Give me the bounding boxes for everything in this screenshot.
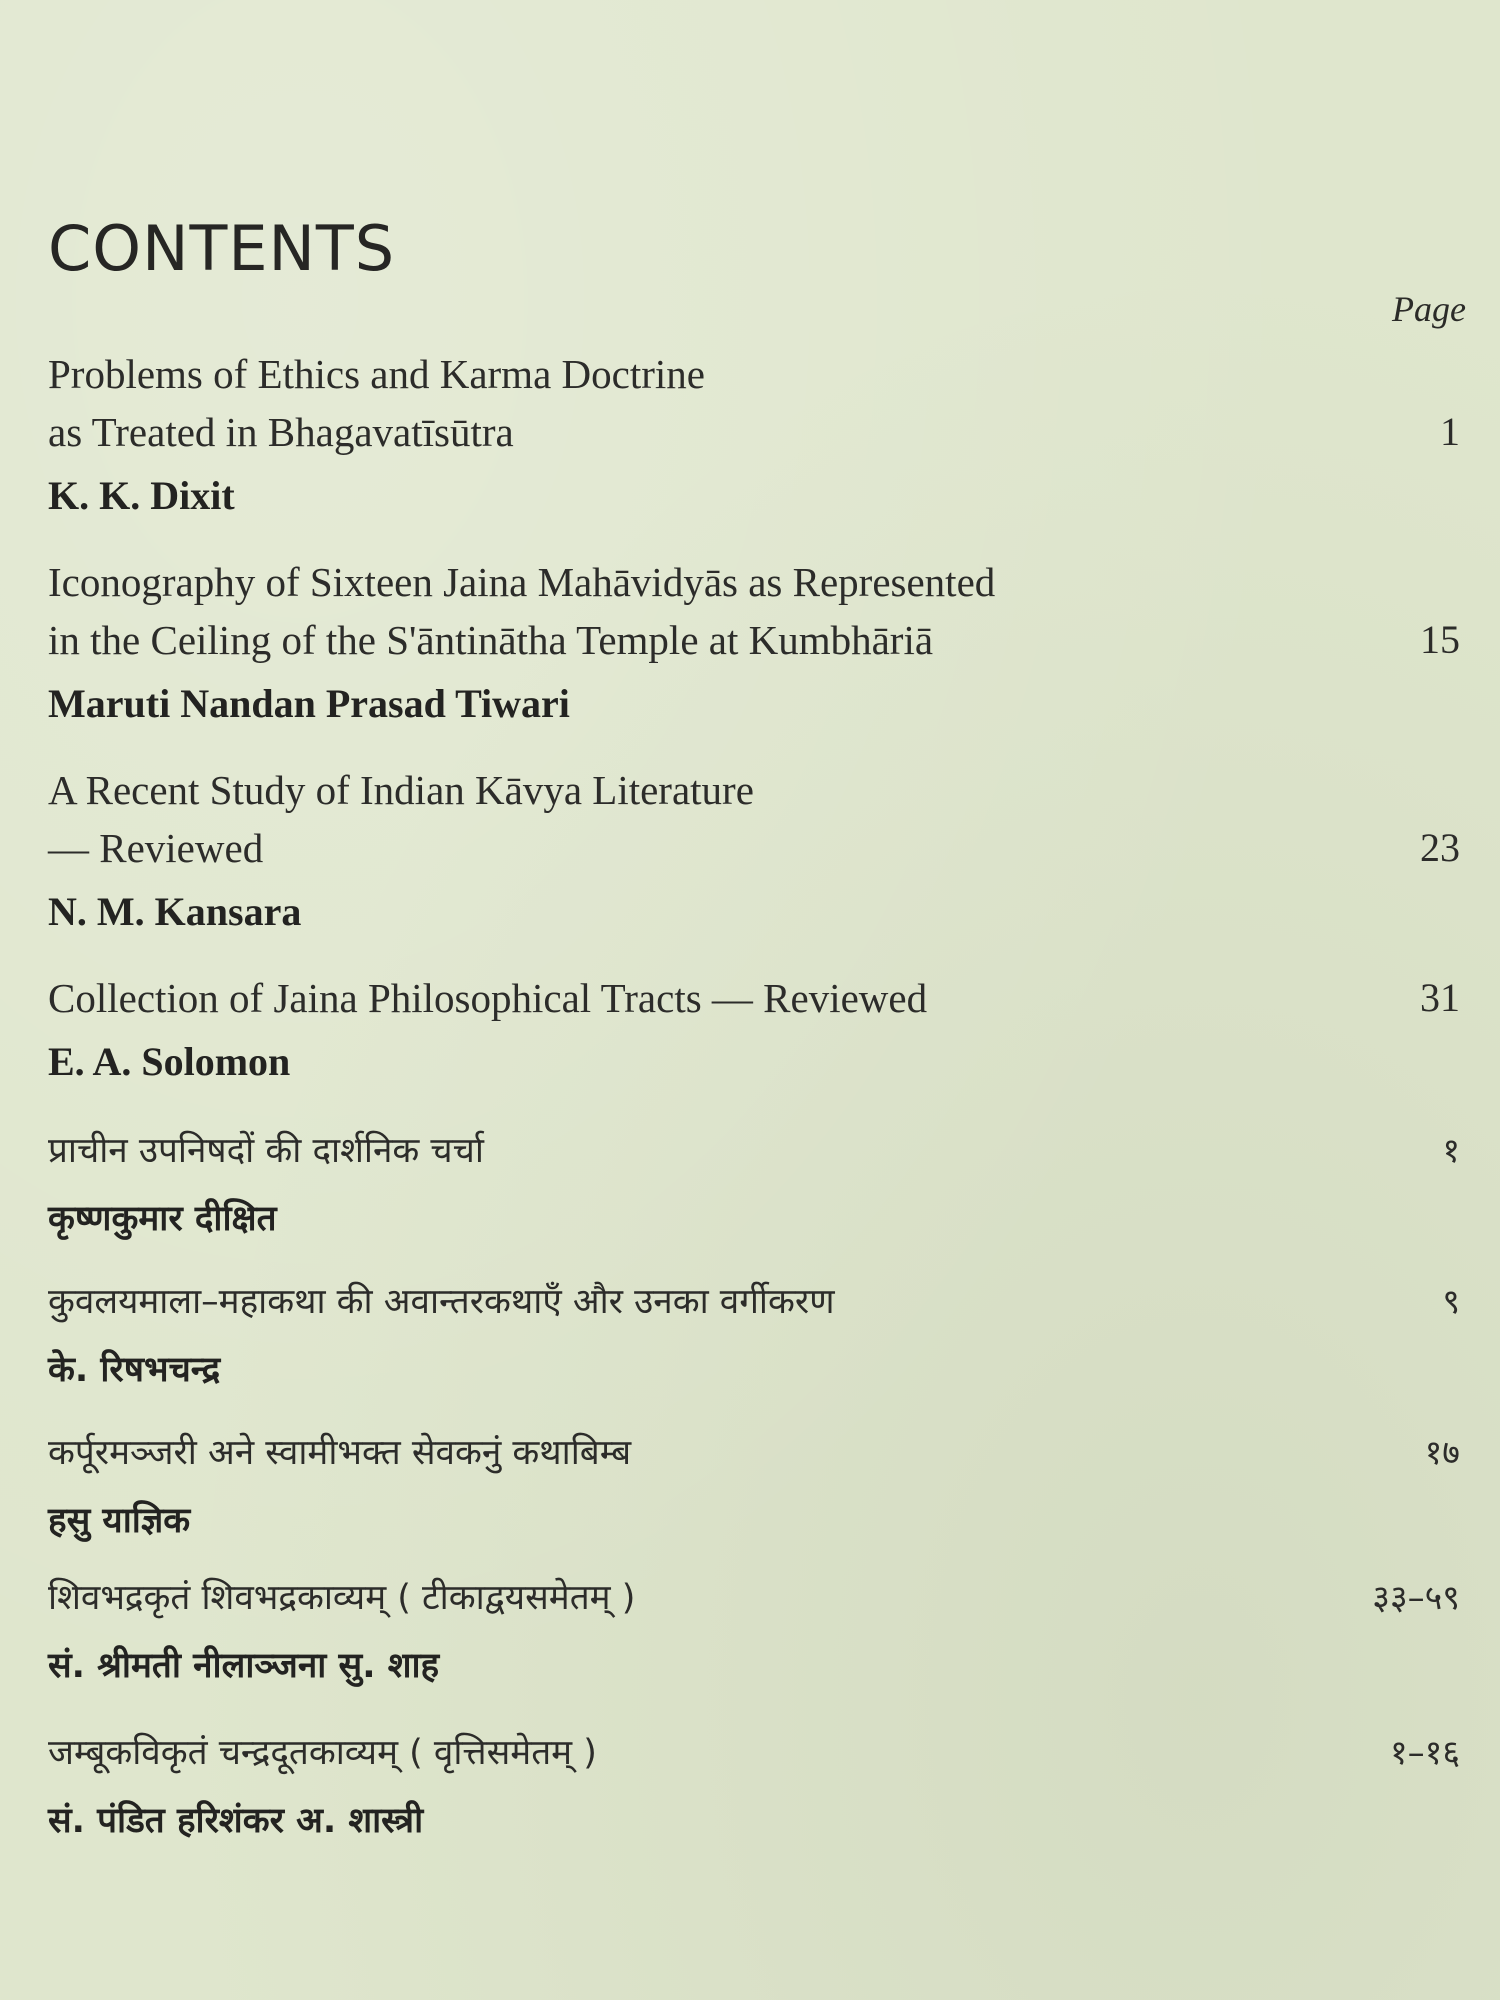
entry-page-number: 31	[1420, 975, 1460, 1020]
toc-entry[interactable]	[48, 553, 1460, 733]
toc-entry[interactable]	[48, 1273, 1460, 1399]
entry-title-line: Collection of Jaina Philosophical Tracts — Reviewed	[48, 975, 928, 1021]
toc-entry[interactable]	[48, 1724, 1460, 1850]
entry-title-line: Problems of Ethics and Karma Doctrine	[48, 351, 705, 397]
entry-author: सं. श्रीमती नीलाञ्जना सु. शाह	[48, 1646, 440, 1686]
entry-author: सं. पंडित हरिशंकर अ. शास्त्री	[48, 1801, 424, 1841]
entry-page-number: 23	[1420, 825, 1460, 870]
entry-page-number: ९	[1442, 1282, 1460, 1322]
toc-entry[interactable]	[48, 1569, 1460, 1695]
entry-author: N. M. Kansara	[48, 889, 302, 934]
entry-title-line: in the Ceiling of the S'āntinātha Temple at Kumbhāriā	[48, 617, 934, 663]
entry-title-line: प्राचीन उपनिषदों की दार्शनिक चर्चा	[48, 1131, 484, 1171]
entry-title-line: Iconography of Sixteen Jaina Mahāvidyās as Represented	[48, 559, 996, 605]
page-column-label: Page	[1392, 289, 1466, 329]
entry-title-line: कर्पूरमञ्जरी अने स्वामीभक्त सेवकनुं कथाबिम्ब	[48, 1433, 632, 1473]
toc-entry[interactable]	[48, 761, 1460, 941]
entry-page-number: 15	[1420, 617, 1460, 662]
entry-title-line: शिवभद्रकृतं शिवभद्रकाव्यम् ( टीकाद्वयसमेतम् )	[48, 1578, 636, 1618]
entry-author: E. A. Solomon	[48, 1039, 291, 1084]
toc-entry[interactable]	[48, 1122, 1460, 1248]
entry-title-line: A Recent Study of Indian Kāvya Literature	[48, 767, 754, 813]
toc-entry[interactable]	[48, 345, 1460, 525]
entry-title-line: कुवलयमाला–महाकथा की अवान्तरकथाएँ और उनका वर्गीकरण	[48, 1282, 835, 1322]
toc-entry[interactable]	[48, 1424, 1460, 1550]
page-title: CONTENTS	[48, 212, 396, 285]
entry-author: Maruti Nandan Prasad Tiwari	[48, 681, 570, 726]
entry-page-number: १	[1442, 1131, 1460, 1171]
entry-author: हसु याज्ञिक	[48, 1501, 191, 1541]
toc-entry[interactable]	[48, 969, 1460, 1091]
entry-title-line: — Reviewed	[48, 825, 264, 871]
entry-author: के. रिषभचन्द्र	[48, 1350, 221, 1390]
entry-author: K. K. Dixit	[48, 473, 235, 518]
entry-page-number: 1	[1440, 409, 1460, 454]
entry-title-line: as Treated in Bhagavatīsūtra	[48, 409, 514, 455]
entry-author: कृष्णकुमार दीक्षित	[48, 1199, 277, 1239]
entry-page-number: १७	[1424, 1433, 1460, 1473]
entry-title-line: जम्बूकविकृतं चन्द्रदूतकाव्यम् ( वृत्तिसमेतम् )	[48, 1733, 597, 1773]
entry-page-number: १–१६	[1389, 1733, 1460, 1773]
entry-page-number: ३३–५९	[1372, 1578, 1460, 1618]
